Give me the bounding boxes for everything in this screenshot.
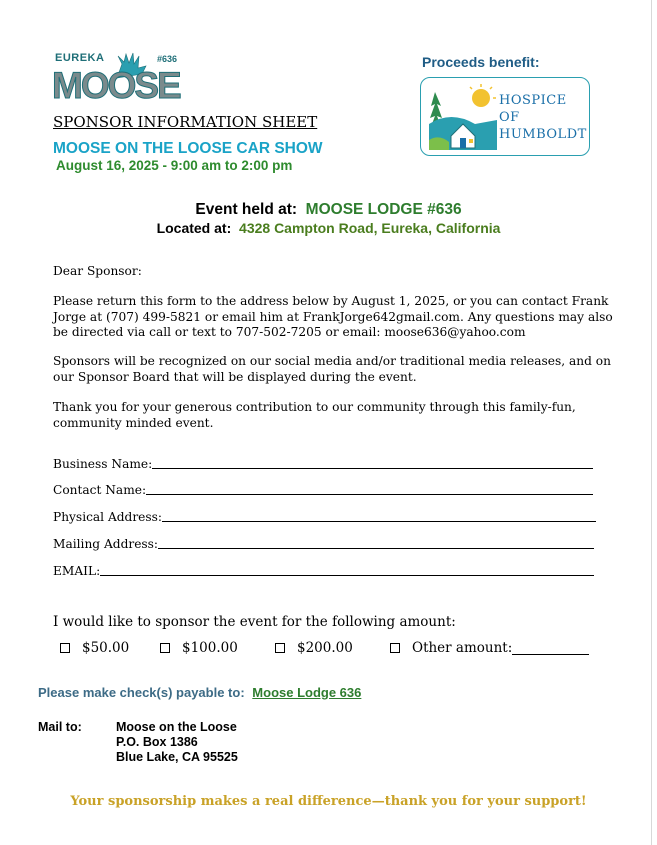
paragraph-contact: Please return this form to the address below by August 1, 2025, or you can contact Frank Jorge at (707) 499-5821 or email him at FrankJorge642gmail.com. Any questions may also be directed via call or text to 707-502-7205 or email: moose636@yahoo.com [53,294,613,339]
logo-lodge-number: #636 [157,54,178,64]
physical-address-label: Physical Address: [53,510,163,524]
logo-moose-text: MOOSE [52,65,180,106]
show-date: August 16, 2025 - 9:00 am to 2:00 pm [56,158,293,173]
contact-name-field[interactable] [53,482,593,497]
event-location [0,201,657,219]
hospice-line-3: HUMBOLDT [499,127,587,142]
physical-address-line[interactable] [162,509,596,522]
mailing-address-label: Mailing Address: [53,537,159,551]
email-label: EMAIL: [53,564,101,578]
located-label: Located at: [156,220,232,236]
event-address [0,220,657,236]
event-held-label: Event held at: [195,201,298,218]
event-held-value: MOOSE LODGE #636 [305,201,462,218]
checkbox-200[interactable] [275,643,285,653]
mail-line-1: Moose on the Loose [116,720,237,734]
logo-eureka-text: EUREKA [55,52,105,64]
mail-address [116,720,238,765]
option-200[interactable] [275,640,353,656]
footer-thanks: Your sponsorship makes a real difference—thank you for your support! [70,794,587,809]
option-100[interactable] [160,640,238,656]
email-line[interactable] [100,563,594,576]
paragraph-recognition: Sponsors will be recognized on our social media and/or traditional media releases, and on our Sponsor Board that will be displayed during the event. [53,354,611,384]
contact-name-label: Contact Name: [53,483,147,497]
option-100-label: $100.00 [182,640,238,656]
located-value: 4328 Campton Road, Eureka, California [239,220,501,236]
option-50[interactable] [60,640,129,656]
show-name: MOOSE ON THE LOOSE CAR SHOW [53,140,323,157]
email-field[interactable] [53,563,594,578]
business-name-label: Business Name: [53,457,153,471]
hospice-line-2: OF [499,110,520,125]
payable-to [38,685,361,700]
hospice-logo [420,77,590,156]
payable-label: Please make check(s) payable to: [38,685,245,700]
mail-line-3: Blue Lake, CA 95525 [116,750,238,764]
proceeds-label: Proceeds benefit: [422,54,540,70]
mailing-address-line[interactable] [158,536,594,549]
hospice-line-1: HOSPICE [499,93,567,108]
paragraph-thanks: Thank you for your generous contribution to our community through this family-fun, community minded event. [53,400,576,430]
other-amount-line[interactable] [512,642,589,655]
eureka-moose-logo [52,50,182,108]
hospice-house-tree-icon [429,84,497,150]
mail-line-2: P.O. Box 1386 [116,735,198,749]
physical-address-field[interactable] [53,509,596,524]
checkbox-other[interactable] [390,643,400,653]
business-name-field[interactable] [53,456,593,471]
sponsorship-prompt: I would like to sponsor the event for the following amount: [53,614,456,630]
option-other-label: Other amount: [412,640,513,656]
sheet-title: SPONSOR INFORMATION SHEET [53,113,318,131]
checkbox-50[interactable] [60,643,70,653]
option-other[interactable] [390,640,589,656]
mail-to-label: Mail to: [38,720,82,734]
option-200-label: $200.00 [297,640,353,656]
option-50-label: $50.00 [82,640,130,656]
greeting: Dear Sponsor: [53,264,142,278]
payee-name: Moose Lodge 636 [252,685,362,700]
business-name-line[interactable] [152,456,593,469]
contact-name-line[interactable] [146,482,593,495]
checkbox-100[interactable] [160,643,170,653]
mailing-address-field[interactable] [53,536,594,551]
